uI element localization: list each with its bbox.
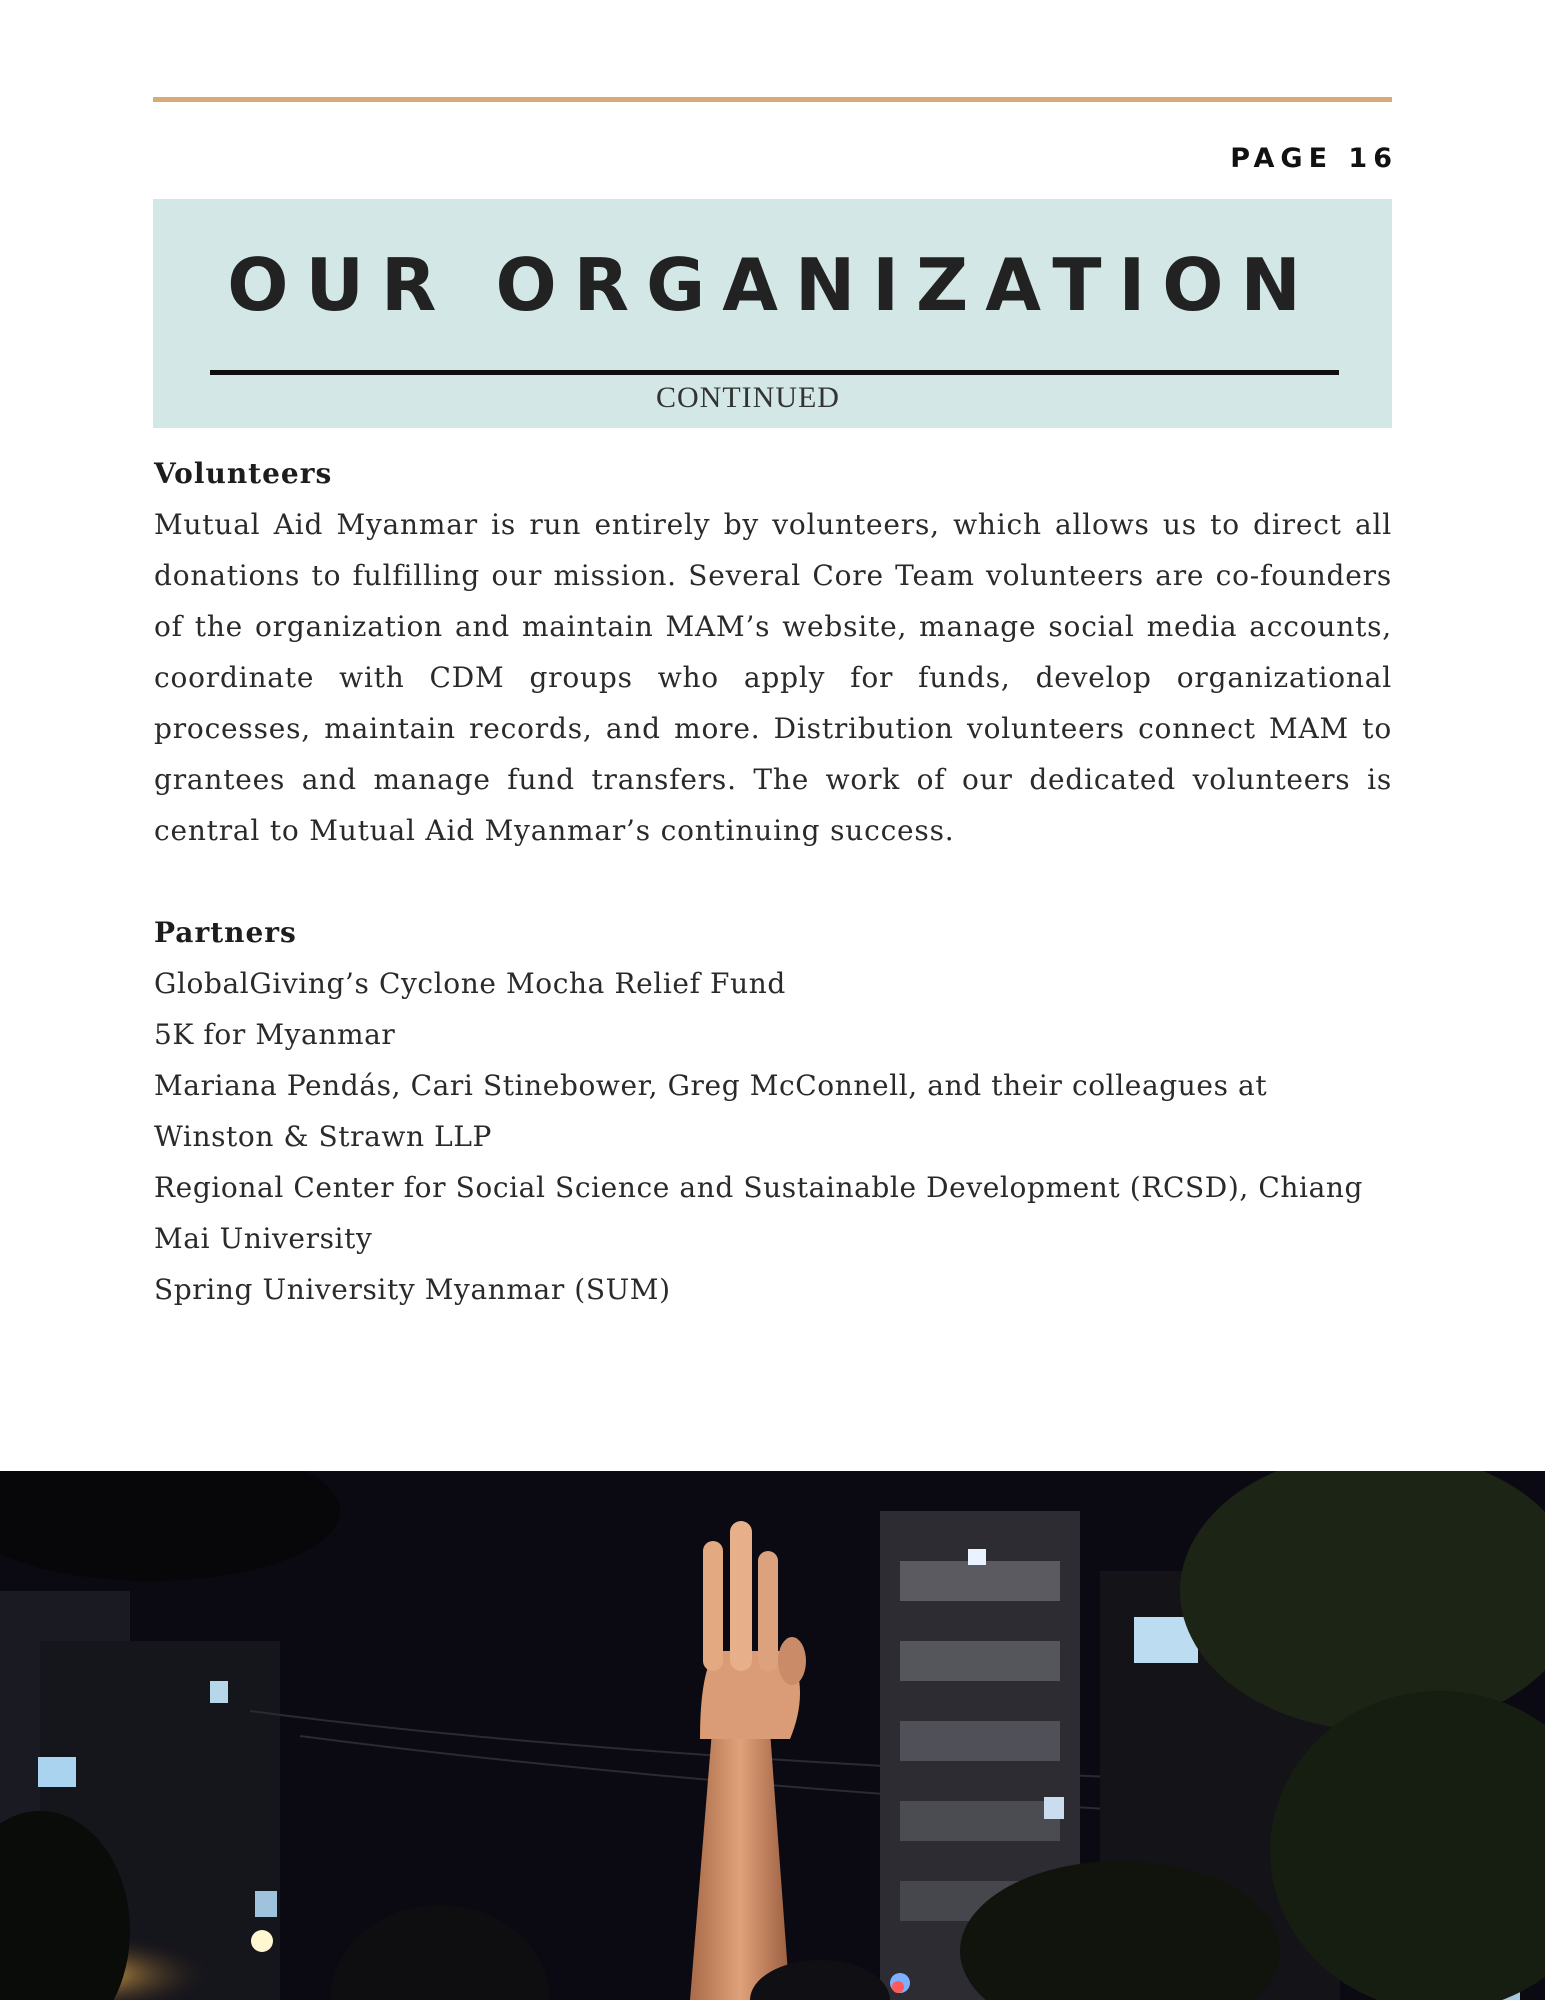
section-banner (153, 199, 1392, 428)
partner-item: Mariana Pendás, Cari Stinebower, Greg McConnell, and their colleagues at Winston & Strawn LLP (154, 1069, 1268, 1153)
partner-list (154, 958, 1392, 1315)
protest-night-photo (0, 1471, 1545, 2000)
main-content (154, 448, 1392, 1315)
partners-heading: Partners (154, 916, 297, 949)
section-spacer (154, 856, 1392, 907)
banner-divider (210, 370, 1339, 375)
photo-illustration (0, 1471, 1545, 2000)
page-subtitle: CONTINUED (656, 381, 840, 414)
partner-item: GlobalGiving’s Cyclone Mocha Relief Fund (154, 967, 786, 1000)
page-title: OUR ORGANIZATION (227, 243, 1318, 327)
volunteers-paragraph: Mutual Aid Myanmar is run entirely by volunteers, which allows us to direct all donations to fulfilling our mission. Several Core Team volunteers are co-founders of the organization and maintain MAM’s website, manage social media accounts, coordinate with CDM groups who apply for funds, develop organizational processes, maintain records, and more. Distribution volunteers connect MAM to grantees and manage fund transfers. The work of our dedicated volunteers is central to Mutual Aid Myanmar’s continuing success. (154, 508, 1392, 847)
partner-item: 5K for Myanmar (154, 1018, 396, 1051)
partner-item: Spring University Myanmar (SUM) (154, 1273, 671, 1306)
page-number: PAGE 16 (1230, 143, 1398, 174)
partner-item: Regional Center for Social Science and Sustainable Development (RCSD), Chiang Mai University (154, 1171, 1364, 1255)
top-rule (153, 97, 1392, 102)
volunteers-heading: Volunteers (154, 457, 333, 490)
